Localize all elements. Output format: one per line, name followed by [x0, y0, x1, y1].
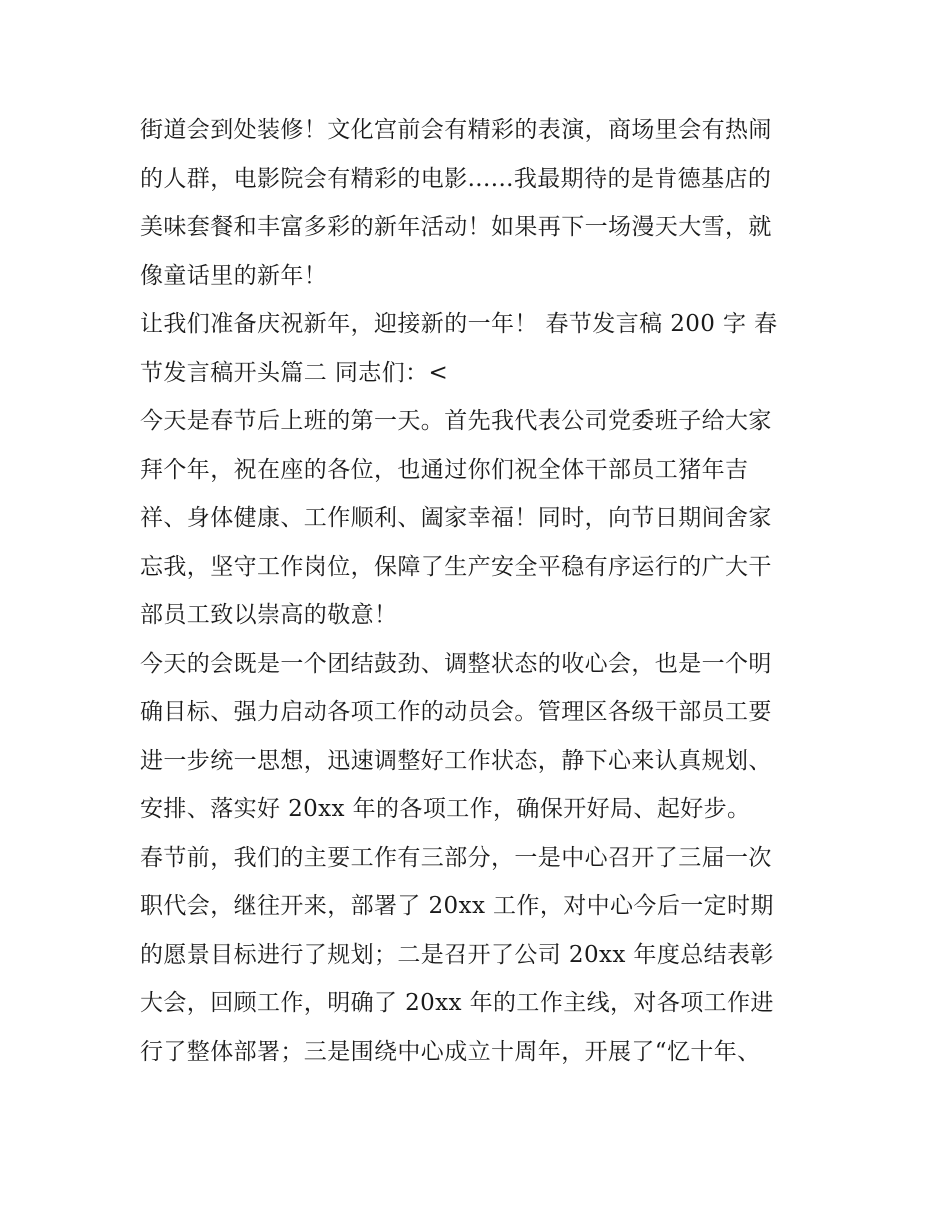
text-line: 忘我，坚守工作岗位，保障了生产安全平稳有序运行的广大干 — [140, 553, 772, 580]
text-line: 祥、身体健康、工作顺利、阖家幸福！同时，向节日期间舍家 — [140, 505, 772, 531]
text-line: 部员工致以崇高的敬意！ — [140, 602, 398, 628]
text-line: 的愿景目标进行了规划；二是召开了公司 20xx 年度总结表彰 — [140, 941, 774, 968]
document-body — [140, 106, 812, 1076]
text-line: 进一步统一思想，迅速调整好工作状态，静下心来认真规划、 — [140, 747, 772, 774]
text-line: 安排、落实好 20xx 年的各项工作，确保开好局、起好步。 — [140, 796, 751, 822]
text-line: 职代会，继往开来，部署了 20xx 工作，对中心今后一定时期 — [140, 893, 774, 919]
text-line: 拜个年，祝在座的各位，也通过你们祝全体干部员工猪年吉 — [140, 456, 749, 483]
text-line: 美味套餐和丰富多彩的新年活动！如果再下一场漫天大雪，就 — [140, 214, 772, 240]
text-line: 大会，回顾工作，明确了 20xx 年的工作主线，对各项工作进 — [140, 990, 774, 1016]
text-line: 行了整体部署；三是围绕中心成立十周年，开展了“忆十年、 — [140, 1038, 761, 1065]
text-line: 节发言稿开头篇二 同志们：< — [140, 359, 449, 386]
text-line: 确目标、强力启动各项工作的动员会。管理区各级干部员工要 — [140, 699, 772, 725]
text-line: 的人群，电影院会有精彩的电影......我最期待的是肯德基店的 — [140, 165, 772, 192]
text-line: 让我们准备庆祝新年，迎接新的一年！ 春节发言稿 200 字 春 — [140, 311, 778, 337]
text-line: 街道会到处装修！文化宫前会有精彩的表演，商场里会有热闹 — [140, 117, 772, 143]
text-line: 像童话里的新年！ — [140, 262, 328, 289]
text-line: 今天的会既是一个团结鼓劲、调整状态的收心会，也是一个明 — [140, 650, 772, 677]
text-line: 今天是春节后上班的第一天。首先我代表公司党委班子给大家 — [140, 408, 772, 434]
text-line: 春节前，我们的主要工作有三部分，一是中心召开了三届一次 — [140, 844, 772, 871]
